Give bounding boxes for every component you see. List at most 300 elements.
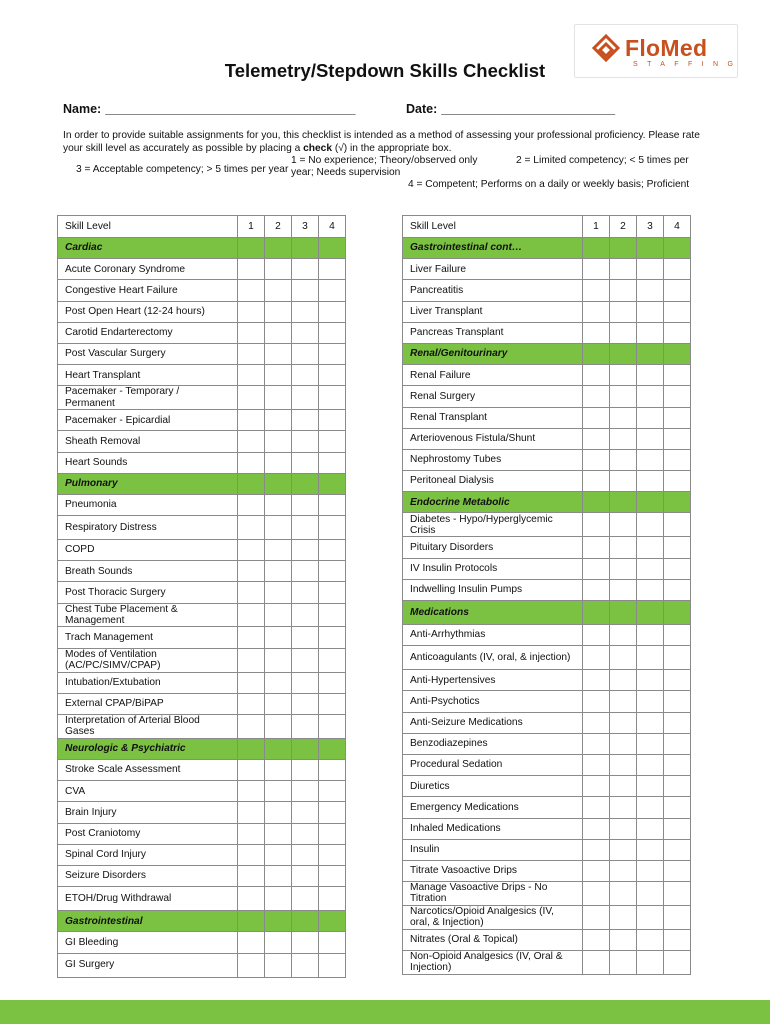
rating-checkbox-2[interactable] [610,905,637,929]
section-title: Gastrointestinal [58,911,238,932]
rating-checkbox-4[interactable] [664,537,691,558]
rating-checkbox-3[interactable] [292,322,319,343]
rating-checkbox-2[interactable] [610,449,637,470]
skill-name: Breath Sounds [58,561,238,582]
rating-checkbox-1[interactable] [238,280,265,301]
rating-checkbox-1[interactable] [238,693,265,714]
rating-checkbox-2[interactable] [610,428,637,449]
rating-checkbox-3[interactable] [637,797,664,818]
rating-checkbox-3[interactable] [637,905,664,929]
skill-row [403,625,691,646]
rating-checkbox-4[interactable] [319,932,346,953]
rating-checkbox-1[interactable] [238,715,265,739]
rating-checkbox-4[interactable] [319,781,346,802]
rating-checkbox-1[interactable] [583,449,610,470]
rating-checkbox-1[interactable] [583,670,610,691]
rating-checkbox-2[interactable] [265,259,292,280]
rating-checkbox-2[interactable] [610,280,637,301]
rating-checkbox-2[interactable] [265,672,292,693]
skill-row [58,823,346,844]
name-label: Name: [63,102,102,116]
rating-checkbox-2[interactable] [610,950,637,974]
rating-checkbox-1[interactable] [583,365,610,386]
rating-checkbox-2[interactable] [610,558,637,579]
rating-checkbox-3[interactable] [292,516,319,540]
rating-checkbox-4[interactable] [664,670,691,691]
skill-name: Post Craniotomy [58,823,238,844]
rating-checkbox-4[interactable] [664,322,691,343]
rating-checkbox-2[interactable] [610,322,637,343]
rating-checkbox-4[interactable] [319,648,346,672]
rating-checkbox-2[interactable] [265,802,292,823]
rating-checkbox-4[interactable] [319,365,346,386]
section-rating-cell [319,738,346,759]
rating-checkbox-4[interactable] [319,865,346,886]
rating-checkbox-2[interactable] [265,648,292,672]
rating-checkbox-1[interactable] [583,818,610,839]
section-title: Medications [403,601,583,625]
skill-name: Non-Opioid Analgesics (IV, Oral & Injection) [403,950,583,974]
skill-name: Respiratory Distress [58,516,238,540]
date-line[interactable]: _________________________ [441,102,616,116]
section-rating-cell [610,238,637,259]
rating-checkbox-2[interactable] [265,693,292,714]
rating-checkbox-3[interactable] [637,754,664,775]
rating-checkbox-2[interactable] [610,407,637,428]
section-header-row [58,473,346,494]
rating-checkbox-1[interactable] [583,579,610,600]
rating-checkbox-4[interactable] [664,776,691,797]
rating-checkbox-3[interactable] [292,953,319,977]
rating-checkbox-3[interactable] [292,648,319,672]
rating-checkbox-2[interactable] [265,715,292,739]
rating-checkbox-1[interactable] [238,823,265,844]
rating-checkbox-4[interactable] [664,471,691,492]
rating-checkbox-4[interactable] [319,301,346,322]
section-rating-cell [319,238,346,259]
rating-checkbox-2[interactable] [265,386,292,410]
rating-checkbox-2[interactable] [610,712,637,733]
rating-checkbox-3[interactable] [292,259,319,280]
rating-checkbox-2[interactable] [265,516,292,540]
rating-checkbox-3[interactable] [292,693,319,714]
rating-checkbox-1[interactable] [238,452,265,473]
rating-checkbox-4[interactable] [664,513,691,537]
rating-checkbox-4[interactable] [319,802,346,823]
rating-checkbox-1[interactable] [583,797,610,818]
skill-name: Brain Injury [58,802,238,823]
rating-checkbox-3[interactable] [292,452,319,473]
rating-checkbox-2[interactable] [610,579,637,600]
rating-checkbox-4[interactable] [319,693,346,714]
rating-checkbox-4[interactable] [319,410,346,431]
rating-checkbox-2[interactable] [265,431,292,452]
rating-checkbox-1[interactable] [238,672,265,693]
rating-checkbox-4[interactable] [664,407,691,428]
name-line[interactable]: ____________________________________ [105,102,356,116]
rating-checkbox-1[interactable] [238,259,265,280]
rating-checkbox-4[interactable] [319,343,346,364]
rating-checkbox-1[interactable] [583,691,610,712]
rating-checkbox-3[interactable] [637,818,664,839]
rating-checkbox-3[interactable] [292,887,319,911]
skill-row [58,259,346,280]
rating-checkbox-1[interactable] [238,603,265,627]
rating-checkbox-1[interactable] [238,865,265,886]
rating-checkbox-3[interactable] [292,386,319,410]
rating-checkbox-4[interactable] [319,887,346,911]
rating-checkbox-2[interactable] [265,627,292,648]
date-field[interactable] [406,102,615,116]
skill-row [403,259,691,280]
rating-checkbox-3[interactable] [292,410,319,431]
section-rating-cell [319,473,346,494]
section-title: Cardiac [58,238,238,259]
rating-checkbox-4[interactable] [664,754,691,775]
rating-checkbox-3[interactable] [292,627,319,648]
rating-checkbox-4[interactable] [319,452,346,473]
rating-checkbox-1[interactable] [238,887,265,911]
rating-checkbox-3[interactable] [637,776,664,797]
rating-checkbox-1[interactable] [583,386,610,407]
rating-checkbox-2[interactable] [265,823,292,844]
rating-checkbox-2[interactable] [610,513,637,537]
rating-checkbox-1[interactable] [583,428,610,449]
rating-checkbox-4[interactable] [664,797,691,818]
rating-checkbox-1[interactable] [238,540,265,561]
rating-checkbox-4[interactable] [664,280,691,301]
rating-checkbox-2[interactable] [610,797,637,818]
rating-checkbox-1[interactable] [583,280,610,301]
skills-table-left [57,215,346,978]
rating-checkbox-3[interactable] [292,672,319,693]
rating-checkbox-3[interactable] [292,603,319,627]
skill-name: Chest Tube Placement & Management [58,603,238,627]
section-rating-cell [664,238,691,259]
rating-checkbox-3[interactable] [292,343,319,364]
rating-checkbox-3[interactable] [292,760,319,781]
rating-checkbox-3[interactable] [292,582,319,603]
skill-row [58,887,346,911]
rating-checkbox-4[interactable] [319,322,346,343]
rating-checkbox-4[interactable] [319,603,346,627]
rating-checkbox-3[interactable] [637,280,664,301]
rating-checkbox-1[interactable] [583,860,610,881]
rating-checkbox-4[interactable] [664,646,691,670]
rating-checkbox-1[interactable] [583,513,610,537]
rating-checkbox-1[interactable] [238,516,265,540]
section-title: Renal/Genitourinary [403,343,583,364]
rating-checkbox-4[interactable] [664,950,691,974]
section-rating-cell [265,738,292,759]
rating-checkbox-2[interactable] [610,386,637,407]
rating-checkbox-3[interactable] [292,823,319,844]
skill-name: ETOH/Drug Withdrawal [58,887,238,911]
rating-checkbox-3[interactable] [292,280,319,301]
rating-checkbox-4[interactable] [319,386,346,410]
name-field[interactable] [63,102,356,116]
rating-checkbox-2[interactable] [610,882,637,906]
rating-checkbox-3[interactable] [637,950,664,974]
rating-checkbox-2[interactable] [610,860,637,881]
section-title: Pulmonary [58,473,238,494]
rating-checkbox-2[interactable] [610,818,637,839]
rating-checkbox-2[interactable] [265,410,292,431]
rating-checkbox-4[interactable] [664,365,691,386]
rating-checkbox-3[interactable] [292,365,319,386]
rating-checkbox-1[interactable] [583,754,610,775]
rating-checkbox-4[interactable] [664,449,691,470]
skill-row [58,627,346,648]
skill-name: Nephrostomy Tubes [403,449,583,470]
rating-checkbox-1[interactable] [583,625,610,646]
rating-checkbox-4[interactable] [319,494,346,515]
rating-checkbox-4[interactable] [319,953,346,977]
rating-checkbox-4[interactable] [664,712,691,733]
rating-checkbox-3[interactable] [637,882,664,906]
rating-checkbox-3[interactable] [637,860,664,881]
rating-checkbox-1[interactable] [238,561,265,582]
section-rating-cell [292,238,319,259]
rating-checkbox-3[interactable] [637,407,664,428]
skill-name: Benzodiazepines [403,733,583,754]
rating-checkbox-1[interactable] [238,781,265,802]
rating-checkbox-3[interactable] [637,625,664,646]
section-rating-cell [664,492,691,513]
table-header-row [403,216,691,238]
rating-checkbox-1[interactable] [238,365,265,386]
rating-checkbox-2[interactable] [265,280,292,301]
rating-checkbox-3[interactable] [637,670,664,691]
rating-checkbox-1[interactable] [238,410,265,431]
rating-checkbox-3[interactable] [292,715,319,739]
rating-checkbox-4[interactable] [319,516,346,540]
rating-checkbox-3[interactable] [637,259,664,280]
rating-checkbox-4[interactable] [664,860,691,881]
rating-checkbox-3[interactable] [292,561,319,582]
rating-checkbox-1[interactable] [238,494,265,515]
rating-checkbox-2[interactable] [610,537,637,558]
rating-checkbox-4[interactable] [319,627,346,648]
rating-checkbox-1[interactable] [583,882,610,906]
rating-checkbox-4[interactable] [319,431,346,452]
rating-checkbox-3[interactable] [637,691,664,712]
rating-checkbox-2[interactable] [265,781,292,802]
rating-checkbox-3[interactable] [637,301,664,322]
rating-checkbox-4[interactable] [664,733,691,754]
rating-checkbox-1[interactable] [583,776,610,797]
rating-checkbox-2[interactable] [265,887,292,911]
rating-checkbox-4[interactable] [664,929,691,950]
rating-checkbox-4[interactable] [664,839,691,860]
rating-checkbox-2[interactable] [265,301,292,322]
rating-checkbox-4[interactable] [319,259,346,280]
rating-checkbox-1[interactable] [583,646,610,670]
rating-checkbox-4[interactable] [319,715,346,739]
rating-checkbox-2[interactable] [265,452,292,473]
rating-checkbox-1[interactable] [238,648,265,672]
rating-checkbox-2[interactable] [610,625,637,646]
skill-row [403,860,691,881]
rating-checkbox-1[interactable] [238,932,265,953]
skill-name: Renal Surgery [403,386,583,407]
section-header-row [403,238,691,259]
rating-checkbox-4[interactable] [319,823,346,844]
skill-row [58,715,346,739]
section-rating-cell [664,601,691,625]
rating-checkbox-2[interactable] [265,322,292,343]
rating-checkbox-2[interactable] [610,691,637,712]
skill-name: Intubation/Extubation [58,672,238,693]
rating-checkbox-1[interactable] [238,322,265,343]
rating-checkbox-1[interactable] [238,844,265,865]
rating-checkbox-2[interactable] [610,301,637,322]
rating-checkbox-3[interactable] [292,865,319,886]
rating-checkbox-2[interactable] [265,865,292,886]
rating-checkbox-3[interactable] [292,494,319,515]
rating-checkbox-1[interactable] [238,343,265,364]
rating-checkbox-2[interactable] [265,540,292,561]
rating-checkbox-3[interactable] [292,540,319,561]
rating-checkbox-1[interactable] [583,259,610,280]
rating-checkbox-1[interactable] [583,322,610,343]
rating-checkbox-1[interactable] [238,627,265,648]
rating-checkbox-3[interactable] [637,365,664,386]
header-col-4: 4 [664,216,691,238]
section-rating-cell [610,492,637,513]
skill-name: Procedural Sedation [403,754,583,775]
rating-checkbox-4[interactable] [319,561,346,582]
section-rating-cell [319,911,346,932]
rating-checkbox-4[interactable] [664,428,691,449]
rating-checkbox-3[interactable] [292,932,319,953]
rating-checkbox-4[interactable] [664,691,691,712]
rating-checkbox-3[interactable] [637,646,664,670]
rating-checkbox-3[interactable] [637,558,664,579]
rating-checkbox-4[interactable] [319,582,346,603]
rating-checkbox-2[interactable] [610,646,637,670]
rating-checkbox-1[interactable] [583,839,610,860]
rating-checkbox-1[interactable] [238,953,265,977]
rating-checkbox-3[interactable] [637,712,664,733]
rating-checkbox-3[interactable] [637,322,664,343]
rating-checkbox-3[interactable] [292,781,319,802]
rating-checkbox-4[interactable] [664,882,691,906]
rating-checkbox-3[interactable] [637,579,664,600]
rating-checkbox-2[interactable] [265,561,292,582]
rating-checkbox-2[interactable] [265,932,292,953]
rating-checkbox-3[interactable] [637,513,664,537]
skill-row [58,322,346,343]
rating-checkbox-1[interactable] [238,386,265,410]
skill-row [403,754,691,775]
rating-checkbox-2[interactable] [610,839,637,860]
rating-checkbox-4[interactable] [319,760,346,781]
intro-text-end: (√) in the appropriate box. [331,142,452,154]
rating-checkbox-4[interactable] [664,625,691,646]
section-rating-cell [238,911,265,932]
rating-checkbox-2[interactable] [265,603,292,627]
rating-checkbox-1[interactable] [583,733,610,754]
rating-checkbox-1[interactable] [583,407,610,428]
rating-checkbox-2[interactable] [610,365,637,386]
rating-checkbox-2[interactable] [265,844,292,865]
skill-name: Titrate Vasoactive Drips [403,860,583,881]
legend-level-2: 2 = Limited competency; < 5 times per [516,155,689,166]
rating-checkbox-1[interactable] [583,301,610,322]
rating-checkbox-4[interactable] [319,540,346,561]
rating-checkbox-3[interactable] [637,428,664,449]
rating-checkbox-3[interactable] [637,929,664,950]
header-col-3: 3 [292,216,319,238]
rating-checkbox-3[interactable] [637,449,664,470]
rating-checkbox-4[interactable] [664,579,691,600]
rating-checkbox-1[interactable] [238,582,265,603]
rating-checkbox-1[interactable] [238,760,265,781]
rating-checkbox-1[interactable] [238,431,265,452]
rating-checkbox-2[interactable] [265,760,292,781]
rating-checkbox-2[interactable] [610,929,637,950]
rating-checkbox-4[interactable] [319,280,346,301]
rating-checkbox-2[interactable] [265,365,292,386]
section-title: Gastrointestinal cont… [403,238,583,259]
rating-checkbox-4[interactable] [664,905,691,929]
rating-checkbox-4[interactable] [664,259,691,280]
rating-checkbox-1[interactable] [583,905,610,929]
skill-name: Pacemaker - Epicardial [58,410,238,431]
rating-checkbox-2[interactable] [610,776,637,797]
rating-checkbox-2[interactable] [610,754,637,775]
rating-checkbox-1[interactable] [583,558,610,579]
rating-checkbox-1[interactable] [583,537,610,558]
rating-checkbox-2[interactable] [265,494,292,515]
rating-checkbox-4[interactable] [664,301,691,322]
skill-name: Pancreatitis [403,280,583,301]
rating-checkbox-3[interactable] [637,733,664,754]
rating-checkbox-2[interactable] [265,582,292,603]
rating-checkbox-1[interactable] [583,950,610,974]
rating-checkbox-1[interactable] [583,471,610,492]
skill-name: Peritoneal Dialysis [403,471,583,492]
rating-checkbox-4[interactable] [319,672,346,693]
rating-checkbox-4[interactable] [664,818,691,839]
rating-checkbox-3[interactable] [292,802,319,823]
rating-checkbox-4[interactable] [319,844,346,865]
rating-checkbox-2[interactable] [610,670,637,691]
rating-checkbox-2[interactable] [610,259,637,280]
rating-checkbox-3[interactable] [292,431,319,452]
rating-checkbox-4[interactable] [664,386,691,407]
rating-checkbox-1[interactable] [583,929,610,950]
rating-checkbox-3[interactable] [637,537,664,558]
rating-checkbox-3[interactable] [637,471,664,492]
rating-checkbox-2[interactable] [610,733,637,754]
rating-checkbox-1[interactable] [238,802,265,823]
rating-checkbox-2[interactable] [265,953,292,977]
skill-row [58,410,346,431]
section-rating-cell [664,343,691,364]
rating-checkbox-3[interactable] [637,839,664,860]
rating-checkbox-4[interactable] [664,558,691,579]
rating-checkbox-1[interactable] [238,301,265,322]
rating-checkbox-1[interactable] [583,712,610,733]
rating-checkbox-2[interactable] [265,343,292,364]
rating-checkbox-3[interactable] [637,386,664,407]
rating-checkbox-3[interactable] [292,844,319,865]
skill-row [403,776,691,797]
rating-checkbox-3[interactable] [292,301,319,322]
rating-checkbox-2[interactable] [610,471,637,492]
